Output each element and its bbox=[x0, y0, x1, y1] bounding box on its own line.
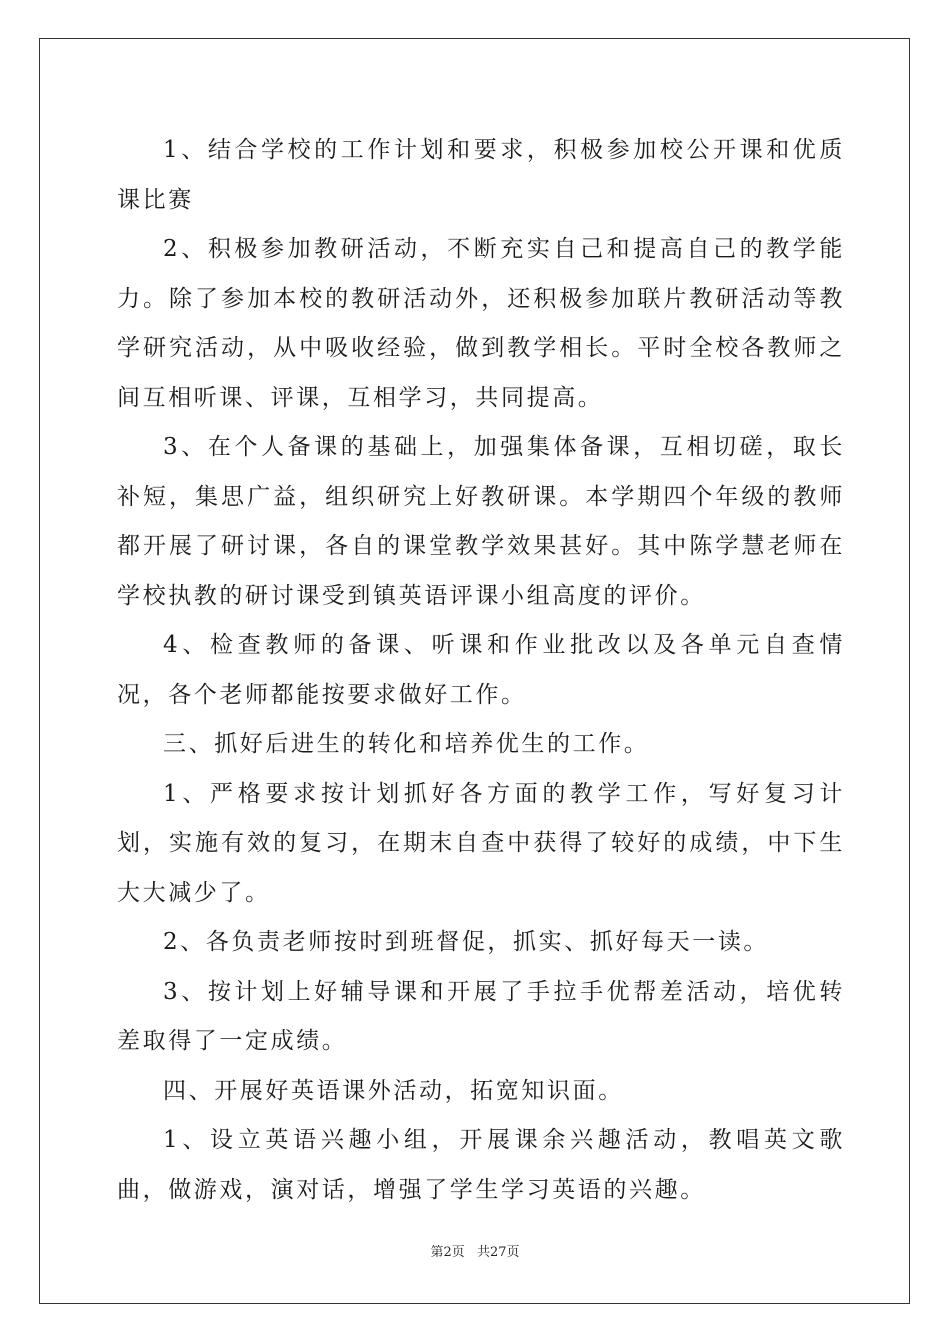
paragraph: 3、在个人备课的基础上，加强集体备课，互相切磋，取长补短，集思广益，组织研究上好教研课。本学期四个年级的教师都开展了研讨课，各自的课堂教学效果甚好。其中陈学慧老师在学校执教的研讨课受到镇英语评课小组高度的评价。 bbox=[117, 434, 845, 609]
paragraph: 3、按计划上好辅导课和开展了手拉手优帮差活动，培优转差取得了一定成绩。 bbox=[117, 978, 845, 1054]
page-total: 共27页 bbox=[476, 1245, 520, 1260]
paragraph: 1、严格要求按计划抓好各方面的教学工作，写好复习计划，实施有效的复习，在期末自查中获得了较好的成绩，中下生大大减少了。 bbox=[117, 780, 845, 906]
paragraph: 2、各负责老师按时到班督促，抓实、抓好每天一读。 bbox=[163, 929, 770, 955]
paragraph: 2、积极参加教研活动，不断充实自己和提高自己的教学能力。除了参加本校的教研活动外，还积极参加联片教研活动等教学研究活动，从中吸收经验，做到教学相长。平时全校各教师之间互相听课、评课，互相学习，共同提高。 bbox=[117, 236, 845, 411]
document-body bbox=[117, 126, 845, 1215]
page-number: 第2页 bbox=[430, 1245, 465, 1260]
paragraph: 1、设立英语兴趣小组，开展课余兴趣活动，教唱英文歌曲，做游戏，演对话，增强了学生学习英语的兴趣。 bbox=[117, 1127, 845, 1203]
paragraph: 1、结合学校的工作计划和要求，积极参加校公开课和优质课比赛 bbox=[117, 137, 845, 213]
section-heading: 三、抓好后进生的转化和培养优生的工作。 bbox=[163, 731, 650, 757]
page-footer bbox=[0, 1241, 950, 1260]
section-heading: 四、开展好英语课外活动，拓宽知识面。 bbox=[163, 1077, 624, 1104]
paragraph: 4、检查教师的备课、听课和作业批改以及各单元自查情况，各个老师都能按要求做好工作。 bbox=[117, 632, 845, 708]
